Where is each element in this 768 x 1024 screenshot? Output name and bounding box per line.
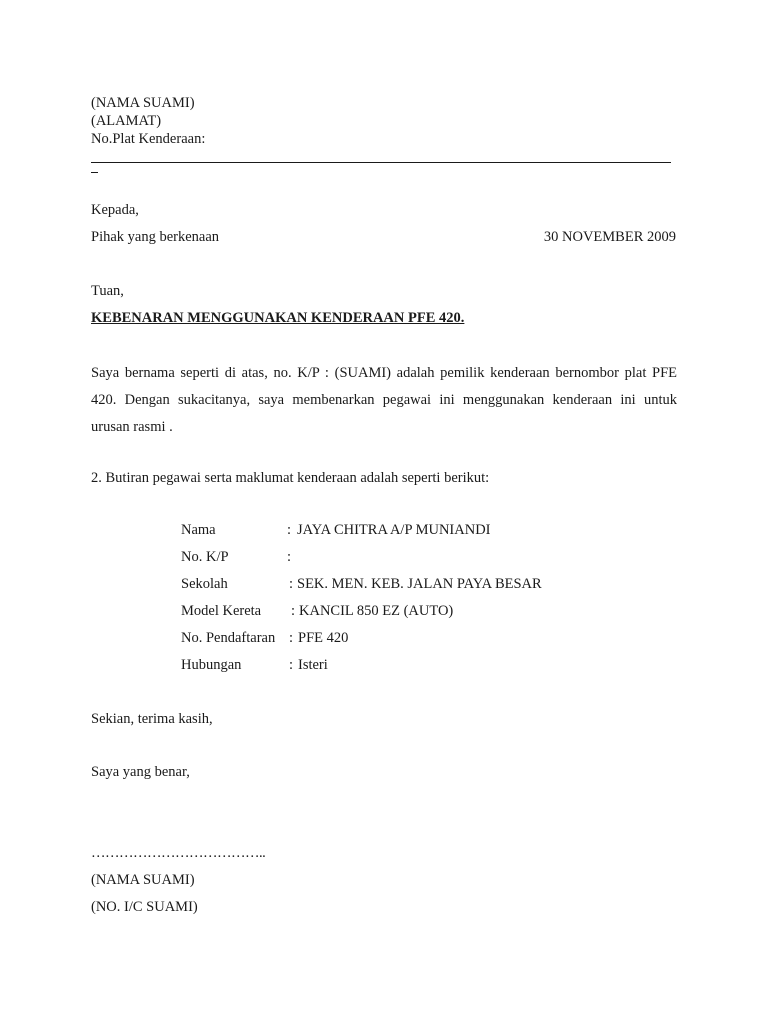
detail-separator: : — [289, 630, 294, 646]
paragraph-two: 2. Butiran pegawai serta maklumat kenderaan adalah seperti berikut: — [91, 470, 490, 486]
salutation: Tuan, — [91, 283, 124, 299]
signature-line: ……………………………….. — [91, 845, 266, 861]
letter-date: 30 NOVEMBER 2009 — [543, 229, 676, 245]
detail-separator: : — [291, 603, 296, 619]
paragraph-one-line-2: 420. Dengan sukacitanya, saya membenarkan pegawai ini menggunakan kenderaan ini untuk — [91, 392, 677, 408]
sender-address: (ALAMAT) — [91, 113, 162, 129]
paragraph-one-line-3: urusan rasmi . — [91, 419, 173, 435]
recipient-party: Pihak yang berkenaan — [91, 229, 220, 245]
detail-value: KANCIL 850 EZ (AUTO) — [299, 603, 454, 619]
sender-name: (NAMA SUAMI) — [91, 95, 195, 111]
signer-ic: (NO. I/C SUAMI) — [91, 899, 198, 915]
paragraph-one — [91, 360, 677, 441]
header-rule — [91, 162, 671, 163]
subject-heading: KEBENARAN MENGGUNAKAN KENDERAAN PFE 420. — [91, 310, 465, 326]
paragraph-one-line-1: Saya bernama seperti di atas, no. K/P : (SUAMI) adalah pemilik kenderaan bernombor plat PFE — [91, 365, 677, 381]
detail-separator: : — [287, 549, 292, 565]
detail-label: Nama — [181, 522, 216, 538]
recipient-to: Kepada, — [91, 202, 139, 218]
detail-label: Model Kereta — [181, 603, 262, 619]
detail-separator: : — [287, 522, 292, 538]
plate-label: No.Plat Kenderaan: — [91, 131, 206, 147]
signer-name: (NAMA SUAMI) — [91, 872, 195, 888]
closing: Sekian, terima kasih, — [91, 711, 213, 727]
header-dash — [91, 172, 98, 173]
detail-label: No. K/P — [181, 549, 229, 565]
detail-value: Isteri — [298, 657, 328, 673]
detail-label: No. Pendaftaran — [181, 630, 276, 646]
detail-separator: : — [289, 576, 294, 592]
detail-value: JAYA CHITRA A/P MUNIANDI — [297, 522, 491, 538]
detail-label: Hubungan — [181, 657, 242, 673]
signoff: Saya yang benar, — [91, 764, 190, 780]
detail-separator: : — [289, 657, 294, 673]
detail-value: SEK. MEN. KEB. JALAN PAYA BESAR — [297, 576, 542, 592]
detail-value: PFE 420 — [298, 630, 349, 646]
detail-label: Sekolah — [181, 576, 228, 592]
